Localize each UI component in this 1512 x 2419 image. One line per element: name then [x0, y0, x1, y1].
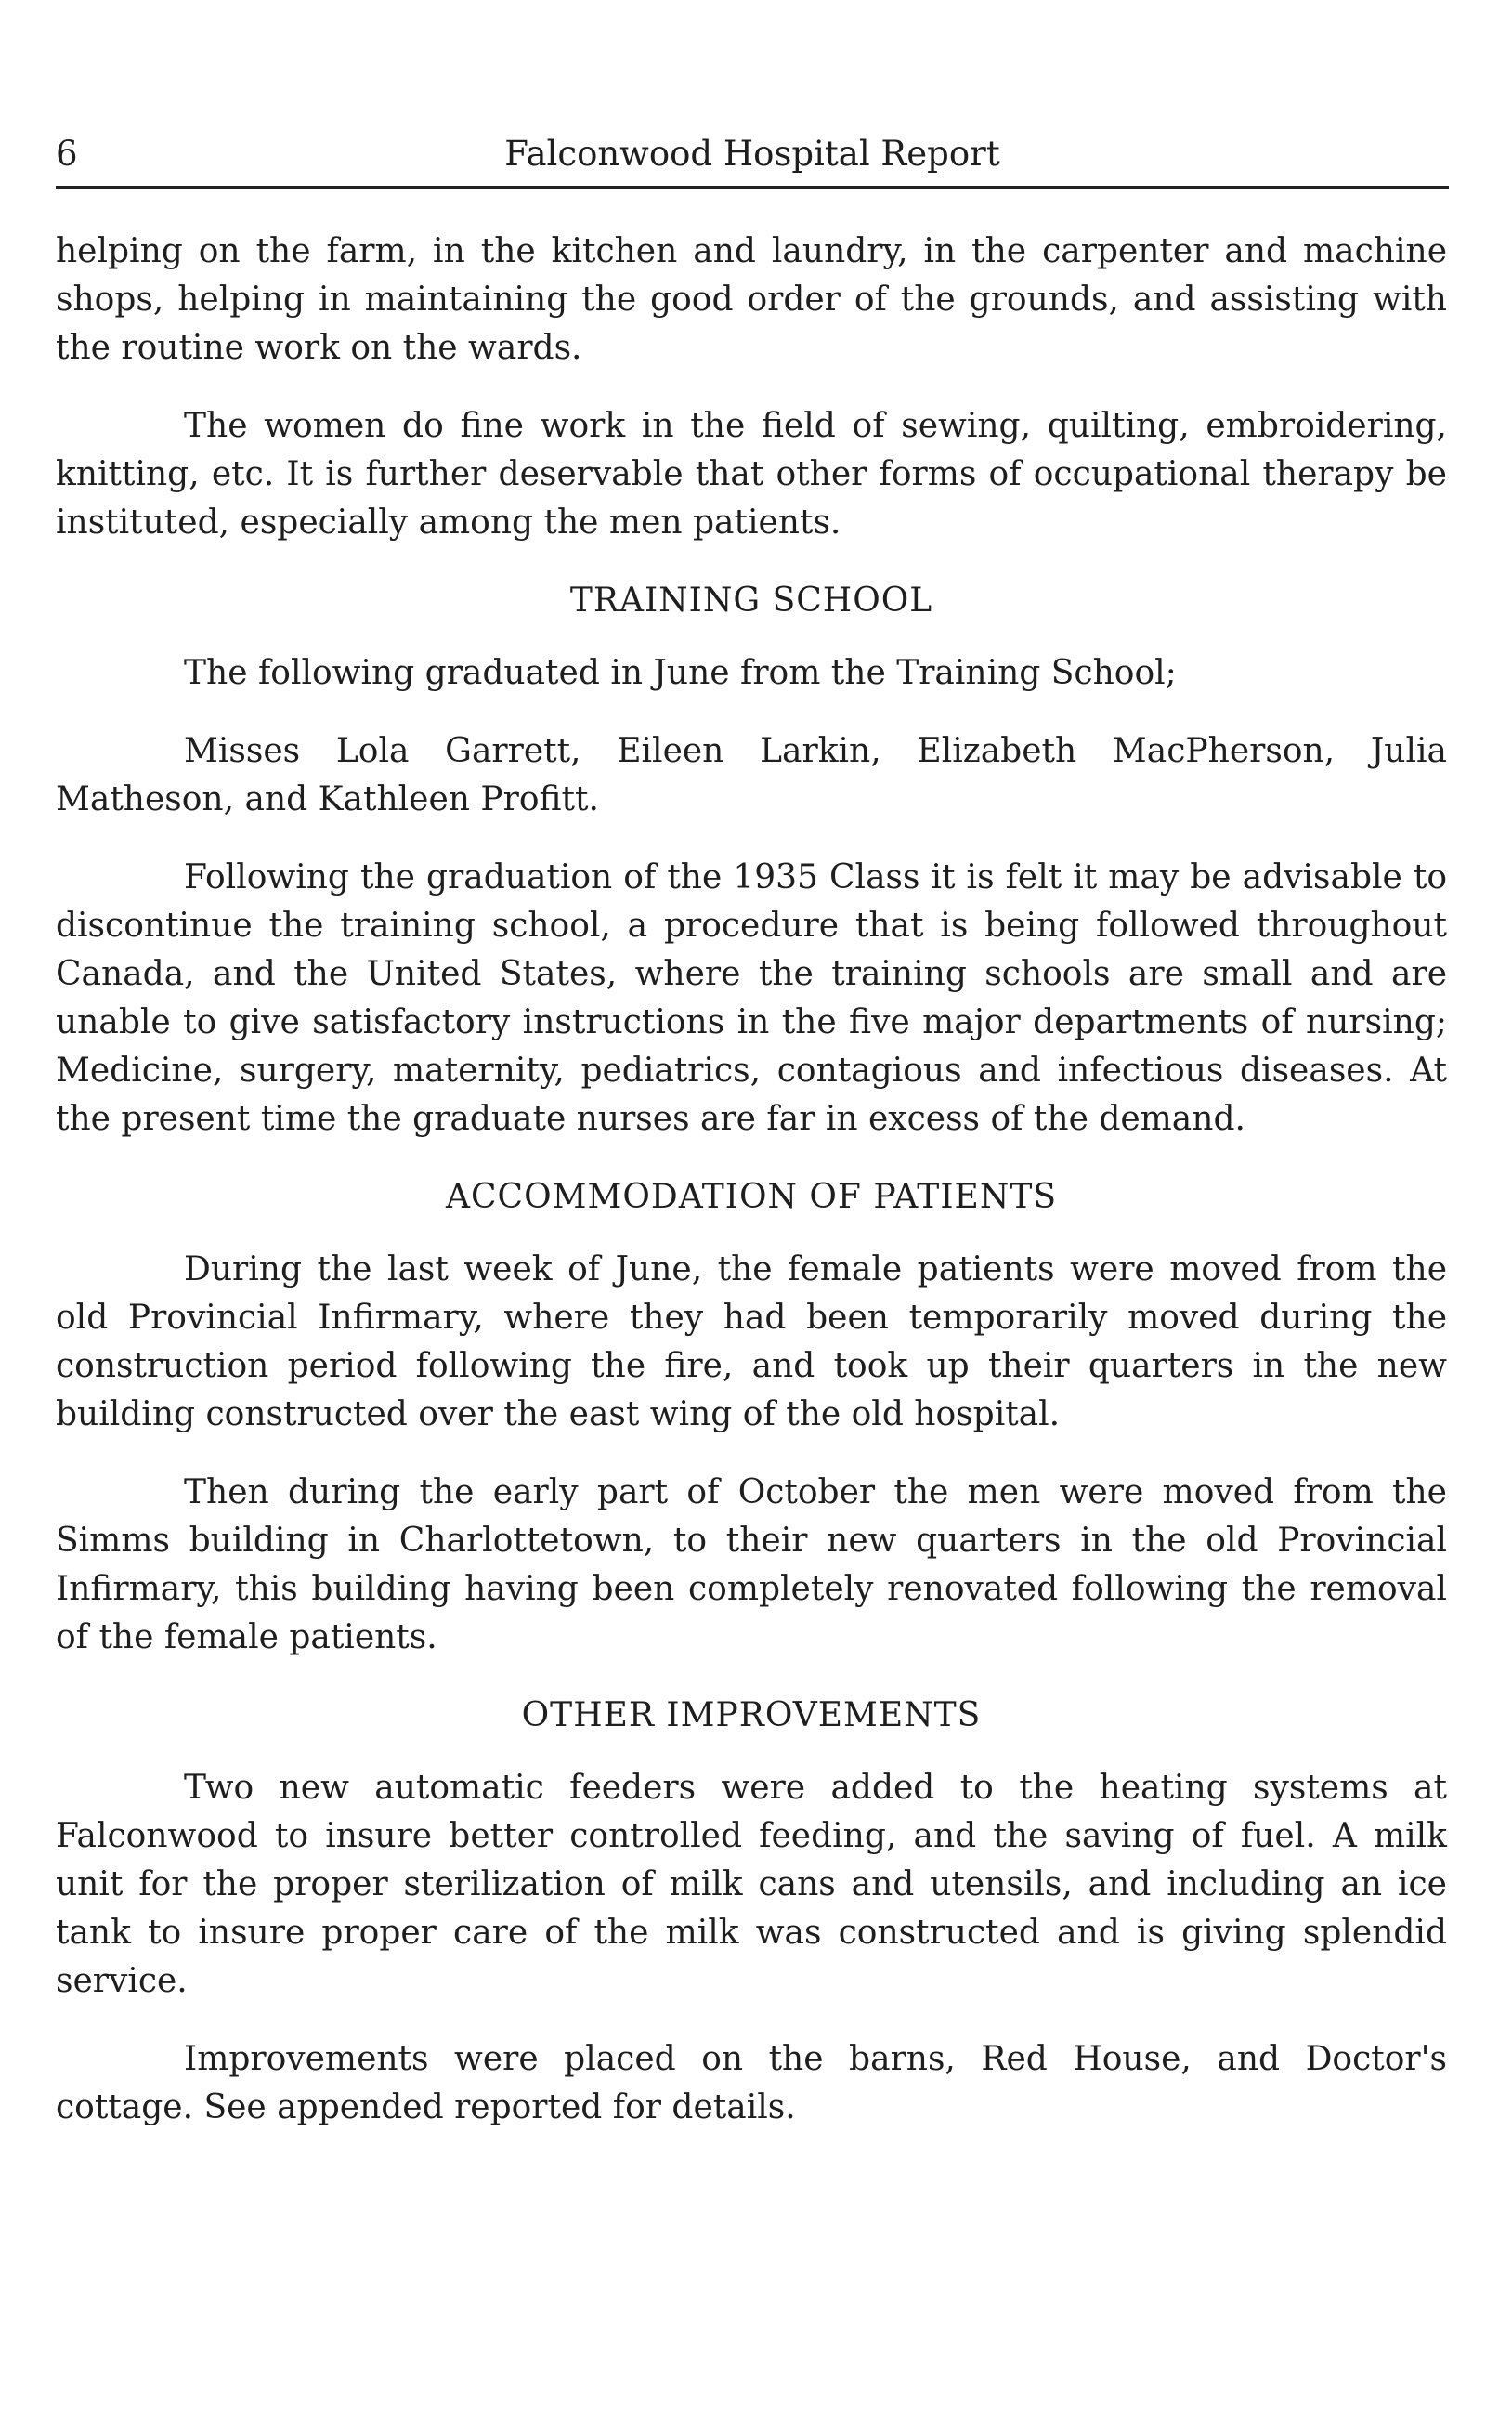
heading-other-improvements: OTHER IMPROVEMENTS: [521, 1696, 982, 1734]
paragraph-women-work: The women do fine work in the field of sewing, quilting, embroidering, knitting, etc. It is further deservable that other forms of occupational therapy be instituted, especially among the men patients.: [56, 407, 1447, 542]
document-page: [56, 130, 1449, 2162]
paragraph-feeders-milk-unit: Two new automatic feeders were added to the heating systems at Falconwood to insure better controlled feeding, and the saving of fuel. A milk unit for the proper sterilization of milk cans and utensils, and including an ice tank to insure proper care of the milk was constructed and is giving splendid service.: [56, 1769, 1447, 2000]
heading-accommodation: ACCOMMODATION OF PATIENTS: [446, 1178, 1057, 1216]
page-body: [56, 228, 1447, 2132]
paragraph-continued: helping on the farm, in the kitchen and laundry, in the carpenter and machine shops, helping in maintaining the good order of the grounds, and assisting with the routine work on the wards.: [56, 232, 1447, 367]
page-header: [56, 130, 1449, 189]
paragraph-graduates-intro: The following graduated in June from the Training School;: [184, 654, 1177, 692]
paragraph-men-moved: Then during the early part of October the men were moved from the Simms building in Charlottetown, to their new quarters in the old Provincial Infirmary, this building having been completely renovated following the removal of the female patients.: [56, 1473, 1447, 1656]
running-title: Falconwood Hospital Report: [504, 134, 1000, 174]
page-number: 6: [56, 134, 78, 174]
paragraph-discontinue-school: Following the graduation of the 1935 Class it is felt it may be advisable to discontinue the training school, a procedure that is being followed throughout Canada, and the United States, where the training schools are small and are unable to give satisfactory instructions in the five major departments of nursing; Medicine, surgery, maternity, pediatrics, contagious and infectious diseases. At the present time the graduate nurses are far in excess of the demand.: [56, 858, 1447, 1138]
heading-training-school: TRAINING SCHOOL: [569, 582, 933, 620]
paragraph-barns-improvements: Improvements were placed on the barns, Red House, and Doctor's cottage. See appended reported for details.: [56, 2040, 1447, 2126]
paragraph-female-patients: During the last week of June, the female patients were moved from the old Provincial Infirmary, where they had been temporarily moved during the construction period following the fire, and took up their quarters in the new building constructed over the east wing of the old hospital.: [56, 1250, 1447, 1433]
paragraph-graduate-names: Misses Lola Garrett, Eileen Larkin, Elizabeth MacPherson, Julia Matheson, and Kathleen Profitt.: [56, 732, 1447, 818]
